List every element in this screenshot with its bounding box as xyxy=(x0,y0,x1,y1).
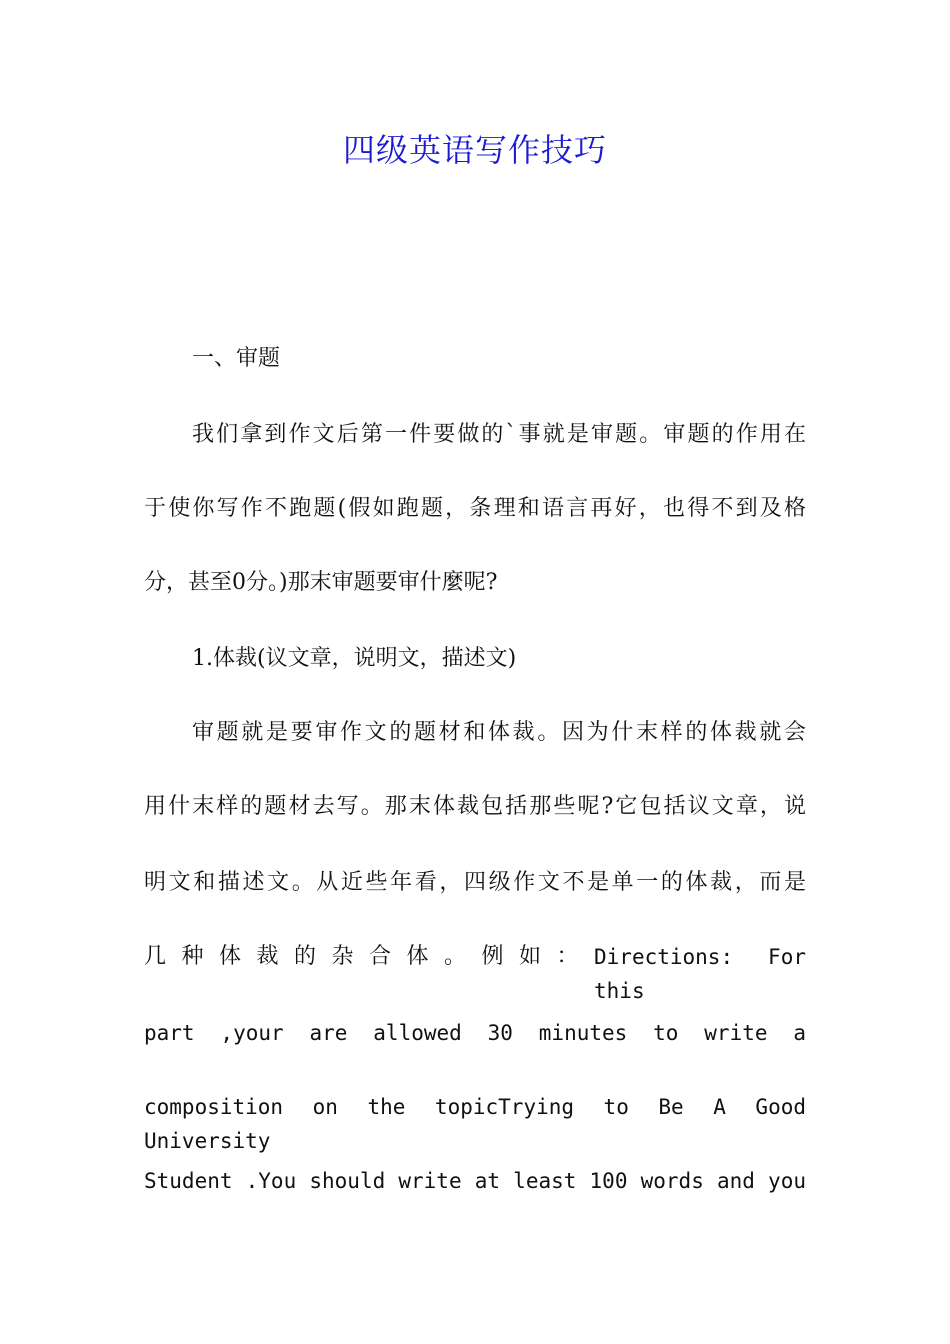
paragraph-line-en: Directions: For this xyxy=(594,945,806,1003)
paragraph-line-mixed xyxy=(144,940,806,1008)
paragraph-line: 明文和描述文。从近些年看，四级作文不是单一的体裁，而是 xyxy=(144,870,806,895)
paragraph-line: 用什末样的题材去写。那末体裁包括那些呢?它包括议文章，说 xyxy=(144,794,806,819)
paragraph-line: composition on the topicTrying to Be A Good University xyxy=(144,1095,806,1153)
subheading: 1.体裁(议文章，说明文，描述文) xyxy=(192,646,517,671)
paragraph-line: 于使你写作不跑题(假如跑题，条理和语言再好，也得不到及格 xyxy=(144,496,806,521)
section-heading: 一、审题 xyxy=(192,346,281,371)
paragraph-line: 我们拿到作文后第一件要做的`事就是审题。审题的作用在 xyxy=(192,422,806,447)
paragraph-line: part ,your are allowed 30 minutes to write a xyxy=(144,1021,806,1045)
paragraph-line: 分，甚至0分。)那末审题要审什麼呢? xyxy=(144,570,498,595)
paragraph-line-cjk: 几种体裁的杂合体。例如： xyxy=(144,944,595,969)
document-title: 四级英语写作技巧 xyxy=(342,131,607,169)
paragraph-line: Student .You should write at least 100 words and you xyxy=(144,1169,806,1193)
paragraph-line: 审题就是要审作文的题材和体裁。因为什末样的体裁就会 xyxy=(192,720,806,745)
